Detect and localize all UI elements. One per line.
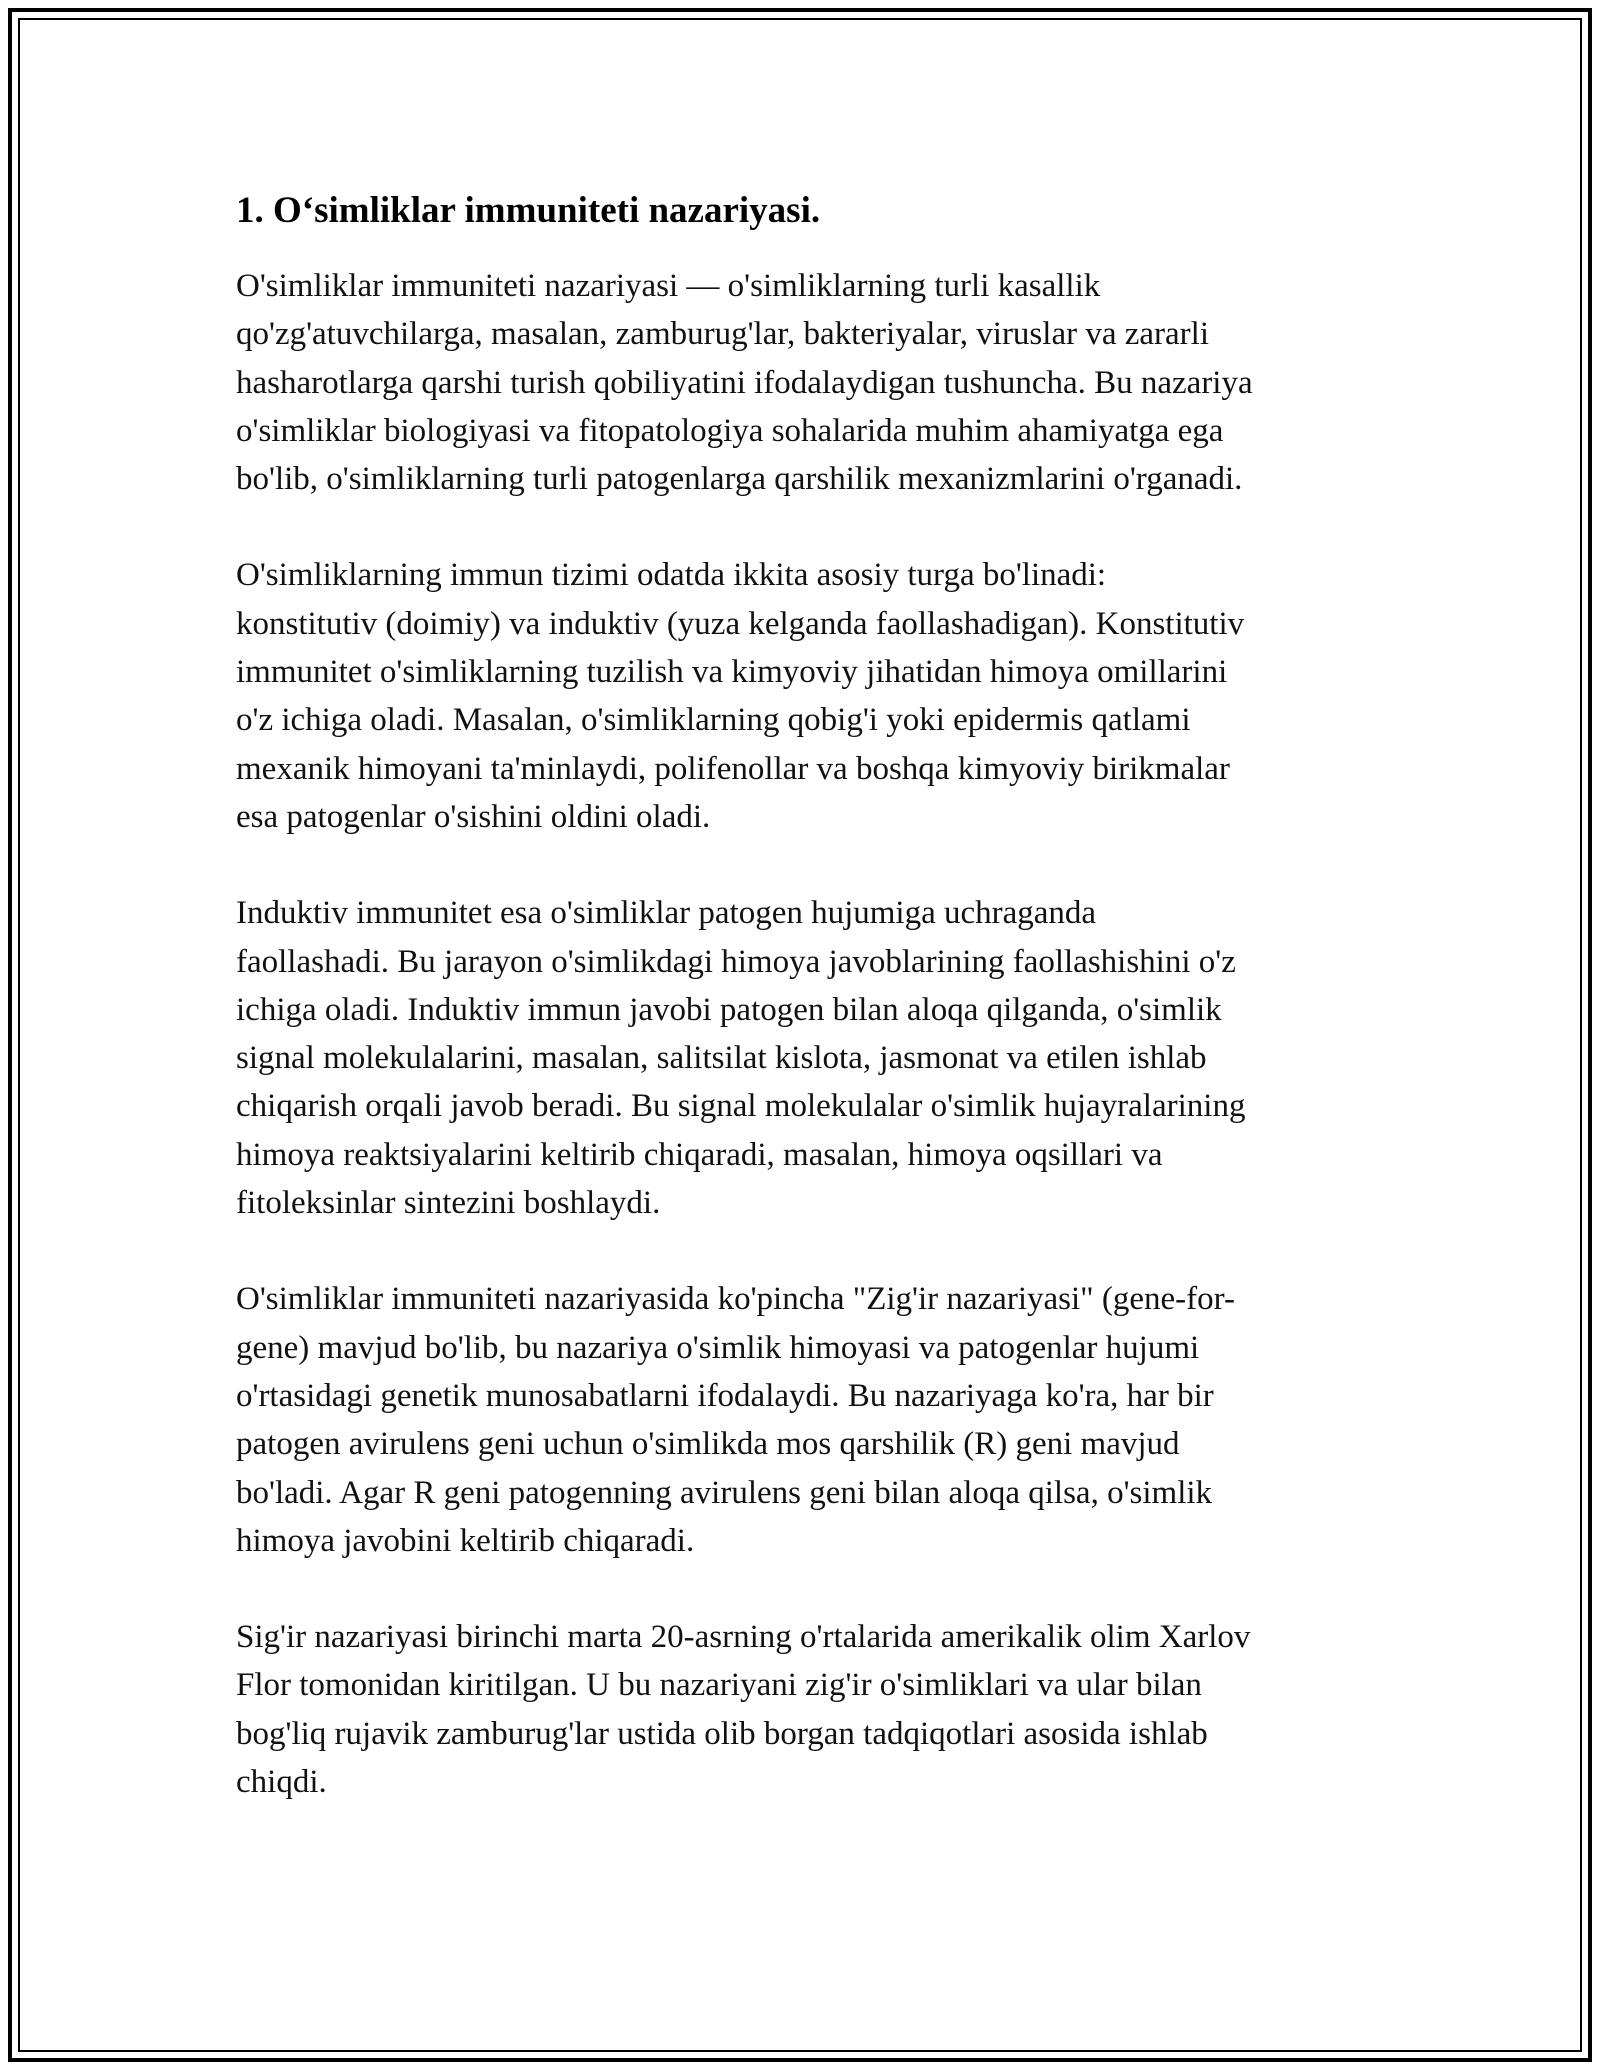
text-line: esa patogenlar o'sishini oldini oladi. [236, 798, 711, 835]
text-line: Induktiv immunitet esa o'simliklar patogen hujumiga uchraganda [236, 895, 1097, 932]
text-line: gene) mavjud bo'lib, bu nazariya o'simlik himoyasi va patogenlar hujumi [236, 1329, 1200, 1366]
text-line: o'rtasidagi genetik munosabatlarni ifodalaydi. Bu nazariyaga ko'ra, har bir [236, 1377, 1214, 1414]
text-line: signal molekulalarini, masalan, salitsilat kislota, jasmonat va etilen ishlab [236, 1040, 1207, 1077]
text-line: o'simliklar biologiyasi va fitopatologiya sohalarida muhim ahamiyatga ega [236, 412, 1224, 449]
text-line: himoya javobini keltirib chiqaradi. [236, 1522, 695, 1559]
text-line: ichiga oladi. Induktiv immun javobi patogen bilan aloqa qilganda, o'simlik [236, 991, 1222, 1028]
document-body [236, 186, 1366, 1854]
text-line: bo'ladi. Agar R geni patogenning avirulens geni bilan aloqa qilsa, o'simlik [236, 1474, 1213, 1511]
text-line: immunitet o'simliklarning tuzilish va kimyoviy jihatidan himoya omillarini [236, 654, 1228, 691]
text-line: fitoleksinlar sintezini boshlaydi. [236, 1185, 661, 1222]
text-line: O'simliklarning immun tizimi odatda ikkita asosiy turga bo'linadi: [236, 557, 1107, 594]
paragraph-1 [236, 262, 1366, 503]
text-line: o'z ichiga oladi. Masalan, o'simliklarning qobig'i yoki epidermis qatlami [236, 702, 1191, 739]
paragraph-3 [236, 889, 1366, 1227]
text-line: chiqdi. [236, 1764, 327, 1801]
text-line: chiqarish orqali javob beradi. Bu signal molekulalar o'simlik hujayralarining [236, 1088, 1246, 1125]
text-line: faollashadi. Bu jarayon o'simlikdagi himoya javoblarining faollashishini o'z [236, 943, 1236, 980]
paragraph-2 [236, 551, 1366, 841]
text-line: O'simliklar immuniteti nazariyasida ko'pincha "Zig'ir nazariyasi" (gene-for- [236, 1281, 1235, 1318]
text-line: qo'zg'atuvchilarga, masalan, zamburug'lar, bakteriyalar, viruslar va zararli [236, 316, 1209, 353]
text-line: hasharotlarga qarshi turish qobiliyatini ifodalaydigan tushuncha. Bu nazariya [236, 364, 1253, 401]
paragraph-4 [236, 1275, 1366, 1565]
text-line: O'simliklar immuniteti nazariyasi — o'simliklarning turli kasallik [236, 268, 1101, 304]
paragraph-5 [236, 1613, 1366, 1806]
text-line: Flor tomonidan kiritilgan. U bu nazariyani zig'ir o'simliklari va ular bilan [236, 1667, 1202, 1704]
text-line: bo'lib, o'simliklarning turli patogenlarga qarshilik mexanizmlarini o'rganadi. [236, 461, 1243, 498]
text-line: bog'liq rujavik zamburug'lar ustida olib borgan tadqiqotlari asosida ishlab [236, 1715, 1208, 1752]
text-line: Sig'ir nazariyasi birinchi marta 20-asrning o'rtalarida amerikalik olim Xarlov [236, 1619, 1251, 1656]
text-line: mexanik himoyani ta'minlaydi, polifenollar va boshqa kimyoviy birikmalar [236, 750, 1230, 787]
text-line: patogen avirulens geni uchun o'simlikda mos qarshilik (R) geni mavjud [236, 1426, 1180, 1463]
document-title: 1. O‘simliklar immuniteti nazariyasi. [236, 190, 821, 231]
text-line: konstitutiv (doimiy) va induktiv (yuza kelganda faollashadigan). Konstitutiv [236, 605, 1245, 642]
text-line: himoya reaktsiyalarini keltirib chiqaradi, masalan, himoya oqsillari va [236, 1136, 1163, 1173]
